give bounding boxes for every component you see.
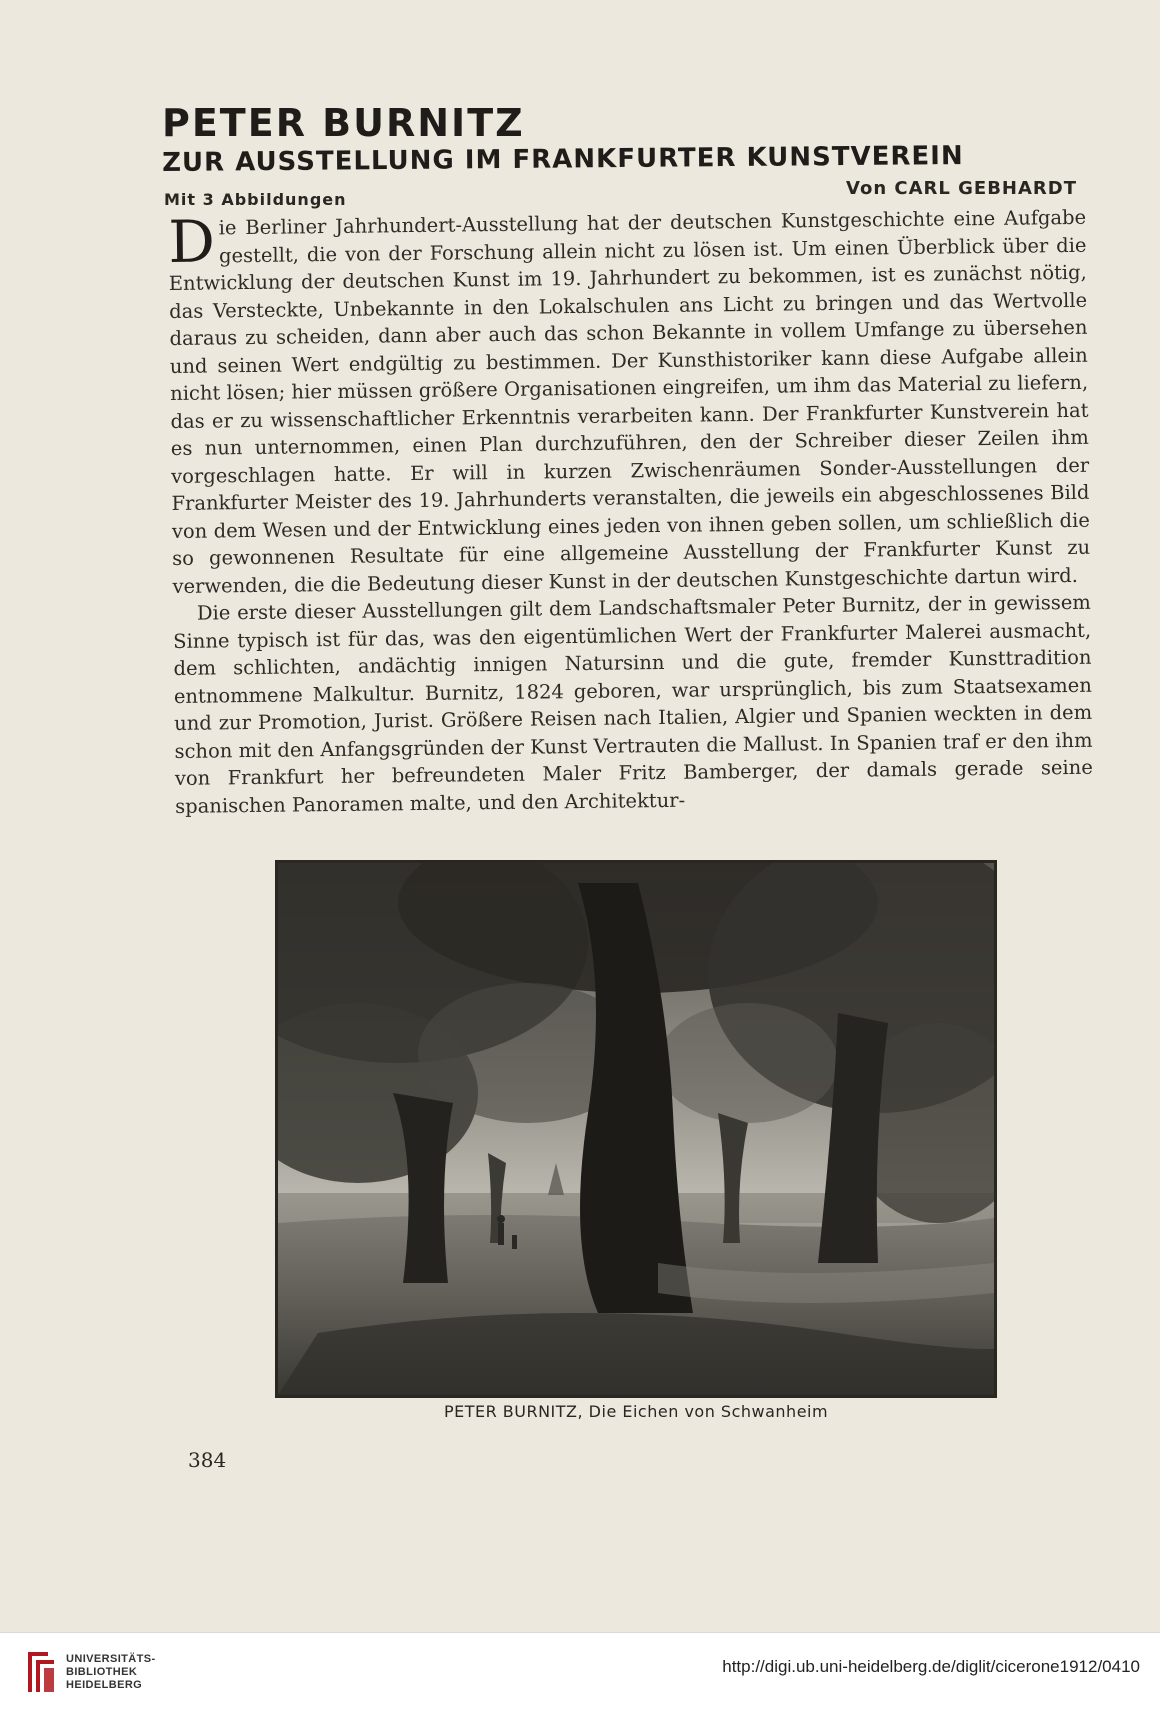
paragraph-2: Die erste dieser Ausstellungen gilt dem Landschaftsmaler Peter Burnitz, der in gewissem Sinne typisch ist für das, was den eigentümlichen Wert der Frankfurter Malerei ausmacht, dem schlichten, andächtig innigen Natursinn und die gute, fremder Kunsttradition entnommene Malkultur. Burnitz, 1824 geboren, war ursprünglich, bis zum Staatsexamen und zur Promotion, Jurist. Größere Reisen nach Italien, Algier und Spanien weckten in dem schon mit den Anfangsgründen der Kunst Vertrauten die Mallust. In Spanien traf er den ihm von Frankfurt her befreundeten Maler Fritz Bamberger, der damals gerade seine spanischen Panoramen malte, und den Architektur- <box>173 590 1093 818</box>
oak-trees-painting <box>278 863 994 1395</box>
library-footer <box>0 1632 1160 1718</box>
paragraph-1 <box>168 204 1091 600</box>
article-subtitle: ZUR AUSSTELLUNG IM FRANKFURTER KUNSTVEREIN <box>162 141 964 178</box>
drop-cap: D <box>167 207 216 276</box>
painting-illustration <box>275 860 997 1398</box>
page-number: 384 <box>188 1448 227 1472</box>
source-url-link[interactable]: http://digi.ub.uni-heidelberg.de/diglit/cicerone1912/0410 <box>722 1657 1140 1676</box>
paragraph-1-text: ie Berliner Jahrhundert-Ausstellung hat der deutschen Kunstgeschichte eine Aufgabe gestellt, die von der Forschung allein nicht zu lösen ist. Um einen Überblick über die Entwicklung der deutschen Kunst im 19. Jahrhundert zu bekommen, ist es zunächst nötig, das Versteckte, Unbekannte in den Lokalschulen ans Licht zu bringen und das Wertvolle daraus zu scheiden, dann aber auch das schon Bekannte in vollem Umfange zu übersehen und seinen Wert endgültig zu bestimmen. Der Kunsthistoriker kann diese Aufgabe allein nicht lösen; hier müssen größere Organisationen eingreifen, um ihm das Material zu liefern, das er zu wissenschaftlicher Erkenntnis verarbeiten kann. Der Frankfurter Kunstverein hat es nun unternommen, einen Plan durchzuführen, den der Schreiber dieser Zeilen ihm vorgeschlagen hatte. Er will in kurzen Zwischenräumen Sonder-Ausstellungen der Frankfurter Meister des 19. Jahrhunderts veranstalten, die jeweils ein abgeschlossenes Bild von dem Wesen und der Entwicklung eines jeden von ihnen geben sollen, um schließlich die so gewonnenen Resultate für eine allgemeine Ausstellung der Frankfurter Kunst zu verwenden, die die Bedeutung dieser Kunst in der deutschen Kunstgeschichte dartun wird. <box>168 205 1091 598</box>
article-body <box>168 204 1093 820</box>
library-name: UNIVERSITÄTS- BIBLIOTHEK HEIDELBERG <box>66 1653 156 1691</box>
author-byline: Von CARL GEBHARDT <box>846 178 1077 199</box>
figures-note: Mit 3 Abbildungen <box>164 190 347 209</box>
article-title: PETER BURNITZ <box>162 101 525 145</box>
figure-caption: PETER BURNITZ, Die Eichen von Schwanheim <box>443 1402 829 1421</box>
library-logo-icon <box>24 1646 58 1698</box>
